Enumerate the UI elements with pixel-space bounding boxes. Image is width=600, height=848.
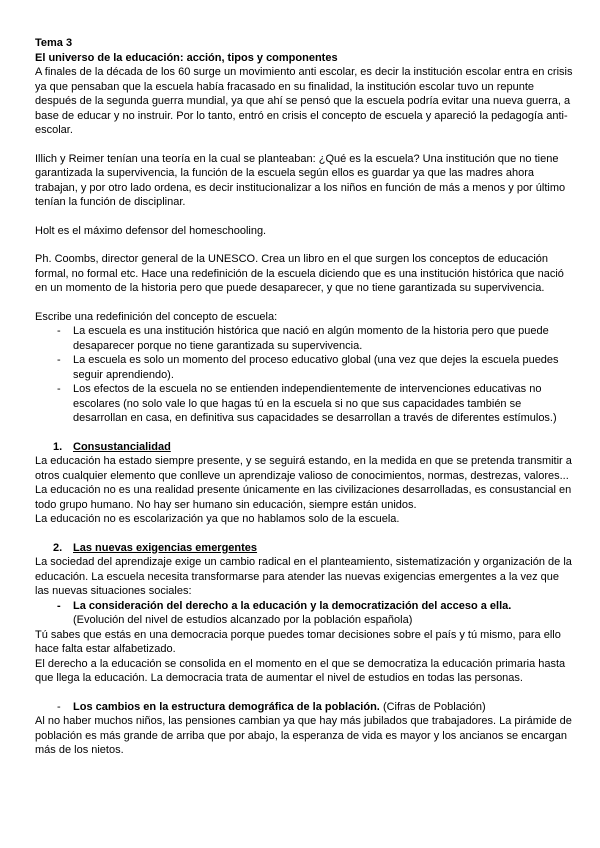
section-heading-consustancialidad — [35, 440, 575, 455]
bullet-item: - La escuela es una institución histórica que nació en algún momento de la historia pero que puede desaparecer porque no tiene garantizada su supervivencia. — [35, 324, 575, 353]
section-number: 2. — [53, 541, 63, 554]
paragraph-coombs: Ph. Coombs, director general de la UNESCO. Crea un libro en el que surgen los conceptos de educación formal, no formal etc. Hace una redefinición de la escuela diciendo que es una institución histórica que nació en un momento de la historia pero que puede desaparecer, y que no tiene garantizada su supervivencia. — [35, 253, 564, 294]
topic-label: Tema 3 — [35, 37, 73, 49]
paragraph-consustancialidad: La educación ha estado siempre presente, y se seguirá estando, en la medida en que se pretenda transmitir a otros cualquier elemento que conlleve un aprendizaje valioso de conocimientos, normas, destrezas, valores... La educación no es una realidad presente únicamente en las civilizaciones desarrolladas, es consustancial en todo grupo humano. No hay ser humano sin educación, siempre están unidos. — [35, 455, 572, 511]
paragraph-escolarizacion: La educación no es escolarización ya que no hablamos solo de la escuela. — [35, 513, 400, 525]
subheading-derecho-educacion: - La consideración del derecho a la educación y la democratización del acceso a ella. — [35, 599, 575, 614]
document-title: El universo de la educación: acción, tipos y componentes — [35, 51, 338, 64]
section-heading-text: Consustancialidad — [73, 440, 171, 453]
section-heading-text: Las nuevas exigencias emergentes — [73, 541, 258, 554]
bullet-item: - La escuela es solo un momento del proceso educativo global (una vez que dejes la escuela puedes seguir aprendiendo). — [35, 353, 575, 382]
paragraph-derecho: El derecho a la educación se consolida en el momento en el que se democratiza la educación primaria hasta que llega la educación. La democracia trata de aumentar el nivel de estudios en todas las personas. — [35, 657, 566, 684]
section-number: 1. — [53, 440, 63, 453]
paragraph-intro: A finales de la década de los 60 surge un movimiento anti escolar, es decir la institución escolar entra en crisis ya que pensaban que la escuela había fracasado en su finalidad, la institución escolar tuvo un repunte después de la segunda guerra mundial, ya que ahí se pensó que la escuela podría evitar una nueva guerra, a base de educar y no instruir. Por lo tanto, entró en crisis el concepto de escuela y apareció la pedagogía anti-escolar. — [35, 66, 573, 136]
paragraph-prompt: Escribe una redefinición del concepto de escuela: — [35, 310, 278, 323]
section-heading-exigencias — [35, 541, 575, 556]
paragraph-piramide: Al no haber muchos niños, las pensiones cambian ya que hay más jubilados que trabajadores. La pirámide de población es más grande de arriba que por abajo, la esperanza de vida es mayor y los ancianos se encargan más de los nietos. — [35, 715, 572, 756]
paragraph-illich-reimer: Illich y Reimer tenían una teoría en la cual se planteaban: ¿Qué es la escuela? Una institución que no tiene garantizada la supervivencia, la función de la escuela según ellos es guardar ya que las madres ahora trabajan, y por otro lado ordena, es decir institucionalizar a los niños en función de más a menos y por último tenían la función de disciplinar. — [35, 152, 566, 208]
subheading-demografia-text: Los cambios en la estructura demográfica de la población. — [73, 700, 380, 713]
paragraph-democracia: Tú sabes que estás en una democracia porque puedes tomar decisiones sobre el país y tú mismo, para ello hace falta estar alfabetizado. — [35, 628, 561, 655]
document-page — [35, 36, 575, 758]
bullet-item: - Los efectos de la escuela no se entienden independientemente de intervenciones educativas no escolares (no solo vale lo que hagas tú en la escuela si no que sus capacidades también se desarrollan en casa, en definitiva sus capacidades se desarrollan a través de diferentes estímulos.) — [35, 382, 575, 426]
subheading-note-estudios: (Evolución del nivel de estudios alcanzado por la población española) — [73, 614, 413, 626]
paragraph-holt: Holt es el máximo defensor del homeschooling. — [35, 224, 267, 237]
subheading-note-cifras: (Cifras de Población) — [382, 700, 486, 713]
paragraph-sociedad-aprendizaje: La sociedad del aprendizaje exige un cambio radical en el planteamiento, sistematización y organización de la educación. La escuela necesita transformarse para atender las nuevas exigencias emergentes a la vez que las nuevas situaciones sociales: — [35, 556, 572, 597]
subheading-demografia — [35, 700, 575, 715]
